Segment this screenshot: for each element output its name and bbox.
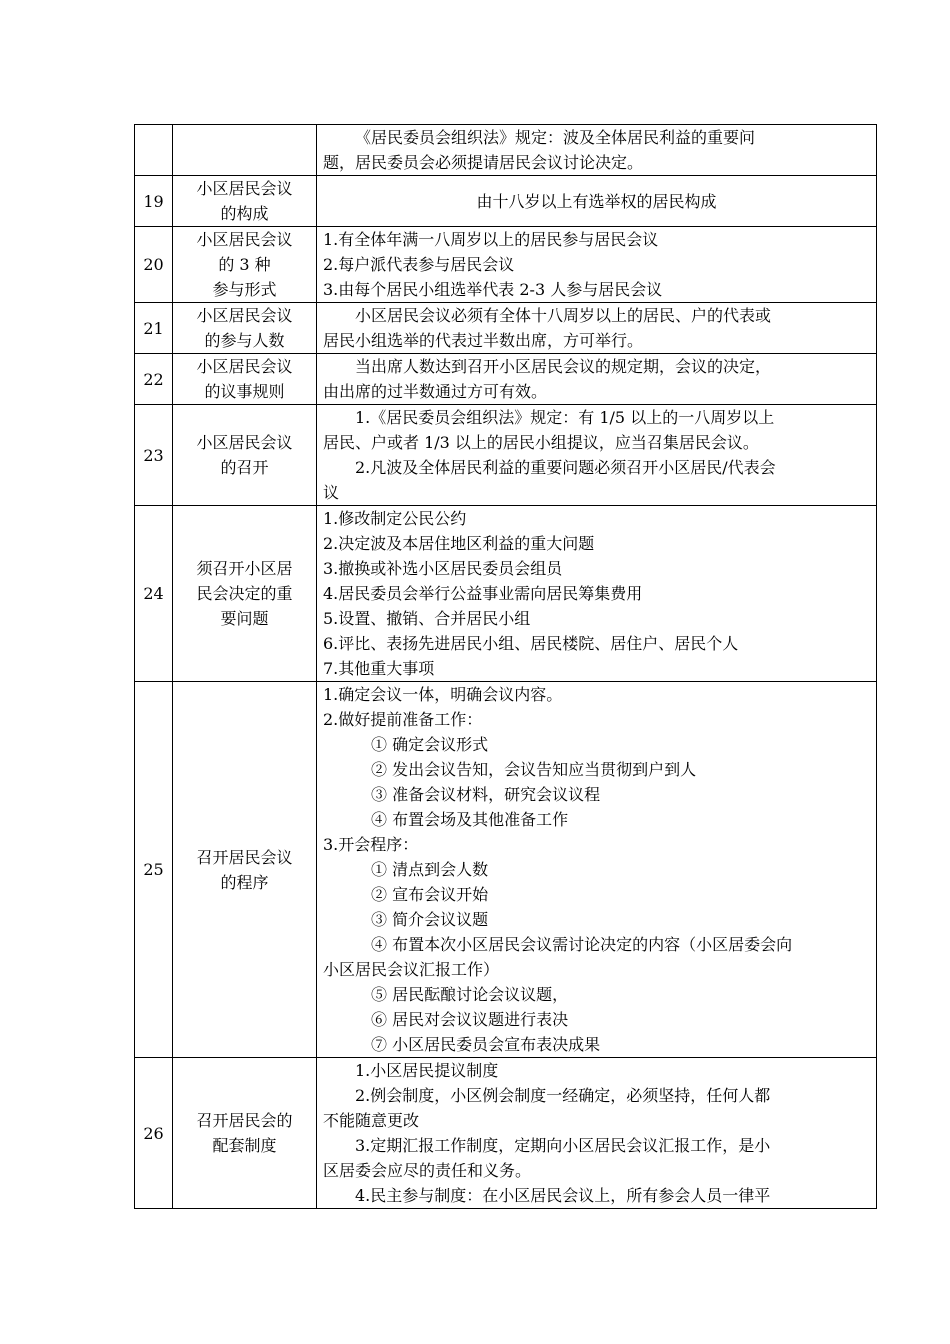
content-line: 1.小区居民提议制度 (355, 1061, 499, 1080)
row-number: 26 (135, 1058, 173, 1209)
table-row (135, 506, 877, 682)
topic-line: 召开居民会的 (196, 1111, 293, 1130)
row-number: 22 (135, 354, 173, 405)
row-topic (173, 176, 317, 227)
row-topic (173, 125, 317, 176)
content-line: ⑥ 居民对会议议题进行表决 (371, 1010, 569, 1029)
table-row (135, 303, 877, 354)
topic-line: 小区居民会议 (196, 306, 293, 325)
content-line: ② 发出会议告知，会议告知应当贯彻到户到人 (371, 760, 697, 779)
row-topic (173, 405, 317, 506)
topic-line: 的 3 种 (218, 255, 271, 274)
topic-line: 要问题 (220, 609, 269, 628)
content-line: 由十八岁以上有选举权的居民构成 (476, 191, 717, 211)
content-line: 7.其他重大事项 (323, 659, 435, 678)
topic-line: 民会决定的重 (196, 584, 293, 603)
row-topic (173, 354, 317, 405)
topic-line: 召开居民会议 (196, 847, 293, 867)
row-number: 19 (135, 176, 173, 227)
topic-line: 的程序 (220, 872, 269, 892)
content-line: 3.由每个居民小组选举代表 2-3 人参与居民会议 (323, 280, 663, 299)
topic-line: 小区居民会议 (196, 357, 293, 376)
row-topic (173, 682, 317, 1058)
topic-line: 配套制度 (212, 1136, 277, 1155)
content-line: ⑤ 居民酝酿讨论会议议题， (371, 985, 569, 1004)
content-line: 2.决定波及本居住地区利益的重大问题 (323, 534, 595, 553)
row-content (317, 682, 877, 1058)
row-topic (173, 506, 317, 682)
content-line: 3.定期汇报工作制度，定期向小区居民会议汇报工作，是小 (355, 1136, 771, 1155)
row-content (317, 506, 877, 682)
topic-line: 的构成 (220, 204, 269, 223)
content-line: ④ 布置会场及其他准备工作 (371, 810, 569, 829)
content-line: ① 清点到会人数 (371, 860, 489, 879)
table-row (135, 227, 877, 303)
content-line: 1.修改制定公民公约 (323, 509, 467, 528)
content-line: 3.开会程序： (323, 835, 419, 854)
topic-line: 须召开小区居 (196, 559, 293, 578)
content-line: 小区居民会议必须有全体十八周岁以上的居民、户的代表或 (355, 306, 772, 325)
content-line: 居民小组选举的代表过半数出席，方可举行。 (323, 331, 644, 350)
topic-line: 的参与人数 (204, 331, 285, 350)
topic-line: 的召开 (220, 458, 269, 477)
content-line: 《居民委员会组织法》规定：波及全体居民利益的重要问 (355, 128, 756, 147)
table-row (135, 682, 877, 1058)
policy-table (134, 124, 877, 1209)
content-line: 2.凡波及全体居民利益的重要问题必须召开小区居民/代表会 (355, 458, 776, 477)
row-number: 20 (135, 227, 173, 303)
row-topic (173, 303, 317, 354)
topic-line: 小区居民会议 (196, 179, 293, 198)
table-row (135, 125, 877, 176)
content-line: ② 宣布会议开始 (371, 885, 489, 904)
content-line: 4.民主参与制度：在小区居民会议上，所有参会人员一律平 (355, 1186, 771, 1205)
content-line: 6.评比、表扬先进居民小组、居民楼院、居住户、居民个人 (323, 634, 739, 653)
content-line: 1.确定会议一体，明确会议内容。 (323, 685, 563, 704)
table-row (135, 405, 877, 506)
content-line: 当出席人数达到召开小区居民会议的规定期，会议的决定， (355, 357, 772, 376)
content-line: 3.撤换或补选小区居民委员会组员 (323, 559, 563, 578)
content-line: 2.每户派代表参与居民会议 (323, 255, 515, 274)
topic-line: 小区居民会议 (196, 433, 293, 452)
row-number: 24 (135, 506, 173, 682)
row-number: 21 (135, 303, 173, 354)
content-line: 不能随意更改 (323, 1111, 420, 1130)
row-content (317, 303, 877, 354)
table-row (135, 176, 877, 227)
row-content (317, 125, 877, 176)
content-line: 题，居民委员会必须提请居民会议讨论决定。 (323, 153, 644, 172)
topic-line: 的议事规则 (204, 382, 285, 401)
table-row (135, 354, 877, 405)
content-line: 由出席的过半数通过方可有效。 (323, 382, 548, 401)
content-line: ③ 准备会议材料，研究会议议程 (371, 785, 601, 804)
content-line: 1.《居民委员会组织法》规定：有 1/5 以上的一八周岁以上 (355, 408, 775, 427)
row-topic (173, 227, 317, 303)
content-line: 4.居民委员会举行公益事业需向居民筹集费用 (323, 584, 643, 603)
content-line: ① 确定会议形式 (371, 735, 489, 754)
table-body (135, 125, 877, 1209)
row-number (135, 125, 173, 176)
content-line: 5.设置、撤销、合并居民小组 (323, 609, 531, 628)
content-line: 2.例会制度，小区例会制度一经确定，必须坚持，任何人都 (355, 1086, 771, 1105)
row-content (317, 354, 877, 405)
content-line: 2.做好提前准备工作： (323, 710, 483, 729)
topic-line: 小区居民会议 (196, 230, 293, 249)
content-line: ④ 布置本次小区居民会议需讨论决定的内容（小区居委会向 (371, 935, 793, 954)
row-topic (173, 1058, 317, 1209)
content-line: ③ 简介会议议题 (371, 910, 489, 929)
content-line: 小区居民会议汇报工作） (323, 960, 500, 979)
content-line: 议 (323, 483, 340, 502)
content-line: 1.有全体年满一八周岁以上的居民参与居民会议 (323, 230, 659, 249)
row-number: 23 (135, 405, 173, 506)
row-content (317, 1058, 877, 1209)
content-line: ⑦ 小区居民委员会宣布表决成果 (371, 1035, 601, 1054)
content-line: 居民、户或者 1/3 以上的居民小组提议，应当召集居民会议。 (323, 433, 759, 452)
row-number: 25 (135, 682, 173, 1058)
topic-line: 参与形式 (212, 280, 277, 299)
row-content (317, 405, 877, 506)
content-line: 区居委会应尽的责任和义务。 (323, 1161, 532, 1180)
table-row (135, 1058, 877, 1209)
row-content (317, 227, 877, 303)
row-content (317, 176, 877, 227)
